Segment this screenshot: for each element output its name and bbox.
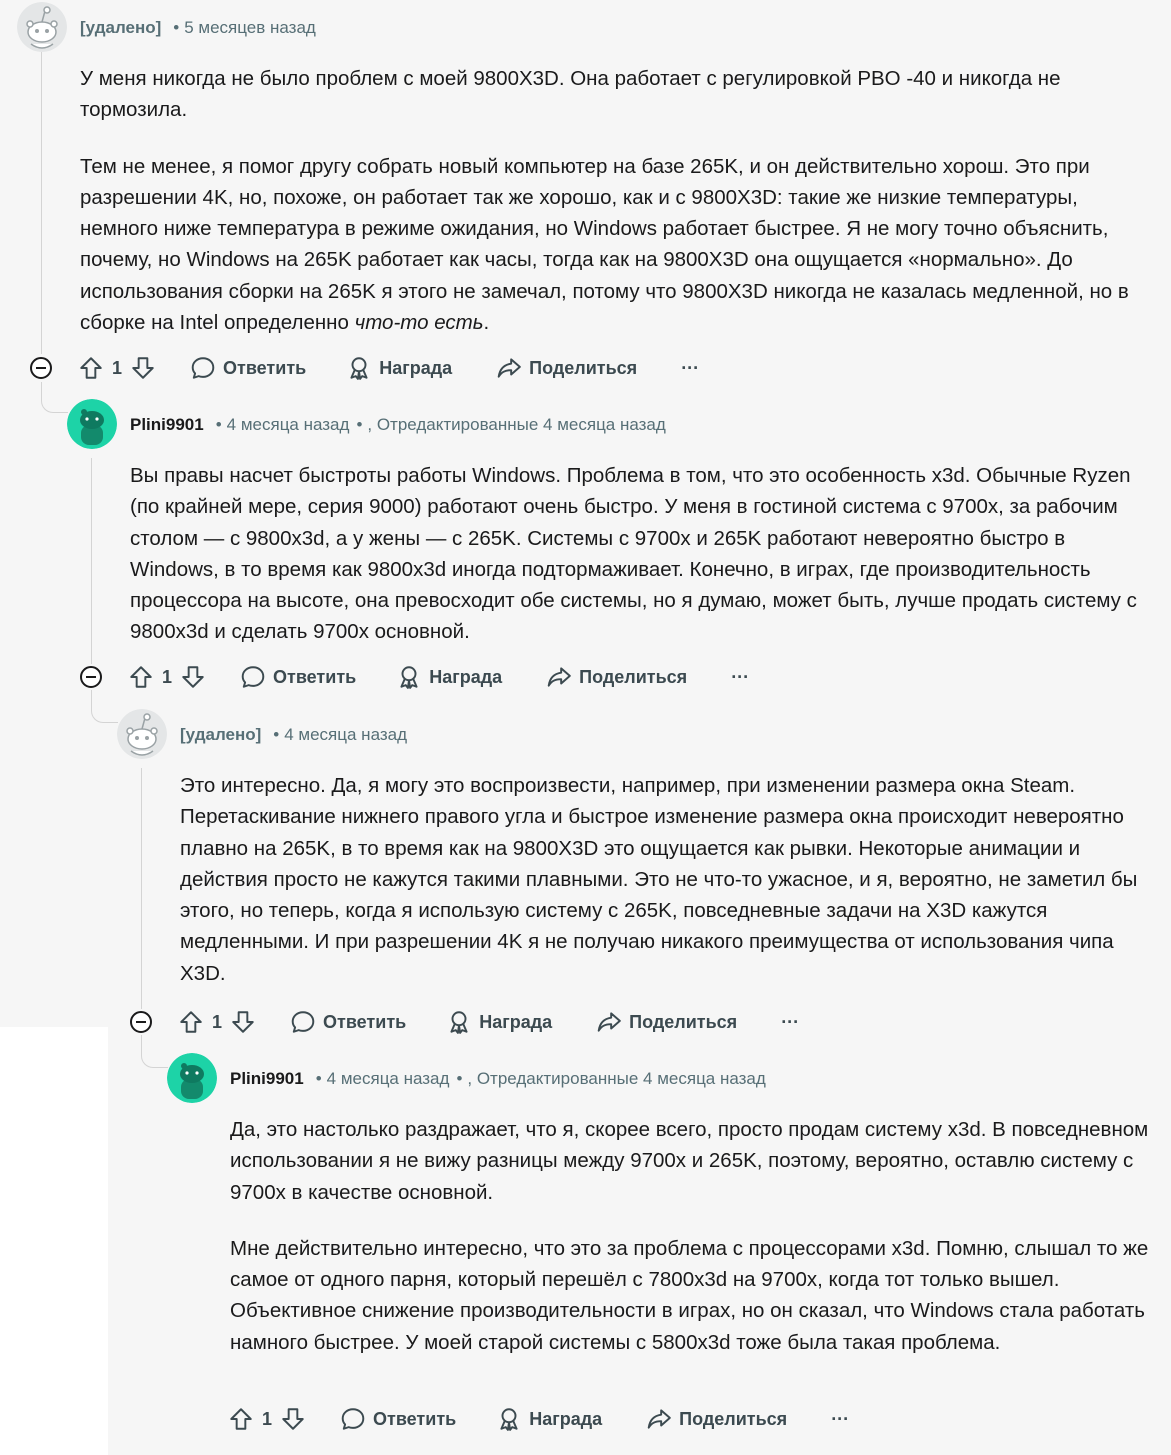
comment-text: . [483,311,490,335]
share-icon [546,664,572,690]
thread-connector [91,690,118,723]
comment-body [180,770,1155,989]
snoo-avatar-icon [67,399,117,449]
collapse-thread-icon[interactable] [29,356,53,380]
award-label: Награда [529,1408,603,1429]
comment-bubble-icon [240,664,266,690]
share-button[interactable] [496,355,637,381]
edited-note: , Отредактированные 4 месяца назад [367,415,666,434]
more-options-icon: ··· [831,1408,850,1429]
share-label: Поделиться [529,357,638,378]
comment-paragraph: Вы правы насчет быстроты работы Windows. Проблема в том, что это особенность x3d. Обычные Ryzen (по крайней мере, серия 9000) работают очень быстро. У меня в гостиной система с 9700x, за рабочим столом — с 9800x3d, а у жены — с 265K. Системы с 9700x и 265K работают невероятно быстро в Windows, в то время как 9800x3d иногда подтормаживает. Конечно, в играх, где производительность процессора на высоте, она превосходит обе системы, но я думаю, может быть, лучше продать систему с 9800x3d и сделать 9700x основной. [130,464,1137,644]
comment-actions [78,351,699,385]
share-label: Поделиться [679,1408,788,1429]
thread-line [91,458,92,664]
comment-bubble-icon [190,355,216,381]
comment-paragraph: Да, это настолько раздражает, что я, скорее всего, просто продам систему x3d. В повседневном использовании я не вижу разницы между 9700x и 265K, поэтому, вероятно, оставлю систему с 9700x в качестве основной. [230,1118,1149,1204]
comment-paragraph [80,151,1150,339]
comment-body [230,1114,1155,1358]
reply-label: Ответить [323,1011,407,1032]
comment-author[interactable]: [удалено] [180,725,262,744]
more-options-icon: ··· [781,1011,800,1032]
thread-connector [41,382,68,413]
reply-button[interactable] [240,664,356,690]
award-button[interactable] [396,664,502,690]
snoo-avatar-icon [117,709,167,759]
comment-actions [128,660,749,694]
avatar-plini9901[interactable] [67,399,117,449]
separator-dot: • [273,725,280,744]
reply-button[interactable] [290,1009,406,1035]
award-button[interactable] [446,1009,552,1035]
downvote-button[interactable] [180,664,206,690]
comment-meta [130,412,666,438]
comment-timestamp[interactable]: 4 месяца назад [284,725,407,744]
collapse-thread-icon[interactable] [79,665,103,689]
share-icon [596,1009,622,1035]
downvote-icon [130,355,156,381]
separator-dot: • [456,1069,463,1088]
comment-actions [228,1402,849,1436]
vote-count: 1 [162,666,173,687]
comment-author[interactable]: Plini9901 [130,415,204,434]
edited-note: , Отредактированные 4 месяца назад [467,1069,766,1088]
comment-meta [180,722,407,748]
comment-emphasis: что-то есть [354,311,484,335]
comment-timestamp[interactable]: 5 месяцев назад [184,18,316,37]
thread-line [141,768,142,1009]
award-label: Награда [379,357,453,378]
more-options-button[interactable] [831,1409,849,1430]
comment-body [130,460,1155,648]
separator-dot: • [356,415,363,434]
avatar-deleted-user[interactable] [17,2,67,52]
more-options-button[interactable] [731,667,749,688]
upvote-button[interactable] [78,355,104,381]
share-icon [646,1406,672,1432]
snoo-avatar-icon [167,1053,217,1103]
downvote-icon [230,1009,256,1035]
upvote-button[interactable] [178,1009,204,1035]
award-button[interactable] [346,355,452,381]
avatar-deleted-user[interactable] [117,709,167,759]
award-label: Награда [479,1011,553,1032]
comment-timestamp[interactable]: 4 месяца назад [326,1069,450,1088]
reply-button[interactable] [340,1406,456,1432]
upvote-icon [128,664,154,690]
separator-dot: • [315,1069,322,1088]
more-options-icon: ··· [681,357,700,378]
comment-timestamp[interactable]: 4 месяца назад [226,415,350,434]
upvote-icon [228,1406,254,1432]
comment-meta [80,15,316,41]
comment-text: Тем не менее, я помог другу собрать новый компьютер на базе 265K, и он действительно хорош. Это при разрешении 4K, но, похоже, он работает так же хорошо, как и с 9800X3D: такие же низкие температуры, немного ниже температура в режиме ожидания, но Windows работает быстрее. Я не могу точно объяснить, почему, но Windows на 265K работает как часы, тогда как на 9800X3D она ощущается «нормально». До использования сборки на 265K я этого не замечал, потому что 9800X3D никогда не казалась медленной, но в сборке на Intel определенно [80,154,1129,335]
more-options-button[interactable] [781,1012,799,1033]
downvote-button[interactable] [280,1406,306,1432]
award-icon [496,1406,522,1432]
comment-actions [178,1005,799,1039]
collapse-thread-icon[interactable] [129,1010,153,1034]
vote-count: 1 [112,357,123,378]
avatar-plini9901[interactable] [167,1053,217,1103]
upvote-button[interactable] [128,664,154,690]
award-label: Награда [429,666,503,687]
separator-dot: • [173,18,180,37]
share-button[interactable] [546,664,687,690]
vote-count: 1 [212,1011,223,1032]
reply-label: Ответить [223,357,307,378]
more-options-button[interactable] [681,358,699,379]
comment-bubble-icon [340,1406,366,1432]
comment-bubble-icon [290,1009,316,1035]
award-icon [446,1009,472,1035]
comment-body [80,63,1150,338]
downvote-icon [180,664,206,690]
share-icon [496,355,522,381]
snoo-avatar-icon [17,2,67,52]
more-options-icon: ··· [731,666,750,687]
upvote-icon [78,355,104,381]
downvote-button[interactable] [230,1009,256,1035]
share-label: Поделиться [579,666,688,687]
comment-paragraph: Мне действительно интересно, что это за проблема с процессорами x3d. Помню, слышал то же самое от одного парня, который перешёл с 7800x3d на 9700x, когда тот только вышел. Объективное снижение производительности в играх, но он сказал, что Windows стала работать намного быстрее. У моей старой системы с 5800x3d тоже была такая проблема. [230,1236,1149,1354]
separator-dot: • [215,415,222,434]
share-button[interactable] [646,1406,787,1432]
award-icon [346,355,372,381]
comment-paragraph: У меня никогда не было проблем с моей 9800X3D. Она работает с регулировкой PBO -40 и никогда не тормозила. [80,67,1061,122]
share-label: Поделиться [629,1011,738,1032]
vote-count: 1 [262,1408,273,1429]
share-button[interactable] [596,1009,737,1035]
thread-connector [141,1035,168,1068]
comment-meta [230,1066,766,1092]
comment-paragraph: Это интересно. Да, я могу это воспроизвести, например, при изменении размера окна Steam. Перетаскивание нижнего правого угла и быстрое изменение размера окна происходит невероятно плавно на 265K, в то время как на 9800X3D это ощущается как рывки. Некоторые анимации и действия просто не кажутся такими плавными. Это не что-то ужасное, и я, вероятно, не заметил бы этого, но теперь, когда я использую систему с 265K, повседневные задачи на X3D кажутся медленными. И при разрешении 4K я не получаю никакого преимущества от использования чипа X3D. [180,774,1138,985]
downvote-button[interactable] [130,355,156,381]
upvote-icon [178,1009,204,1035]
upvote-button[interactable] [228,1406,254,1432]
award-icon [396,664,422,690]
thread-line [41,52,42,354]
comment-author[interactable]: Plini9901 [230,1069,304,1088]
reply-label: Ответить [373,1408,457,1429]
reply-button[interactable] [190,355,306,381]
downvote-icon [280,1406,306,1432]
award-button[interactable] [496,1406,602,1432]
comment-author[interactable]: [удалено] [80,18,162,37]
reply-label: Ответить [273,666,357,687]
